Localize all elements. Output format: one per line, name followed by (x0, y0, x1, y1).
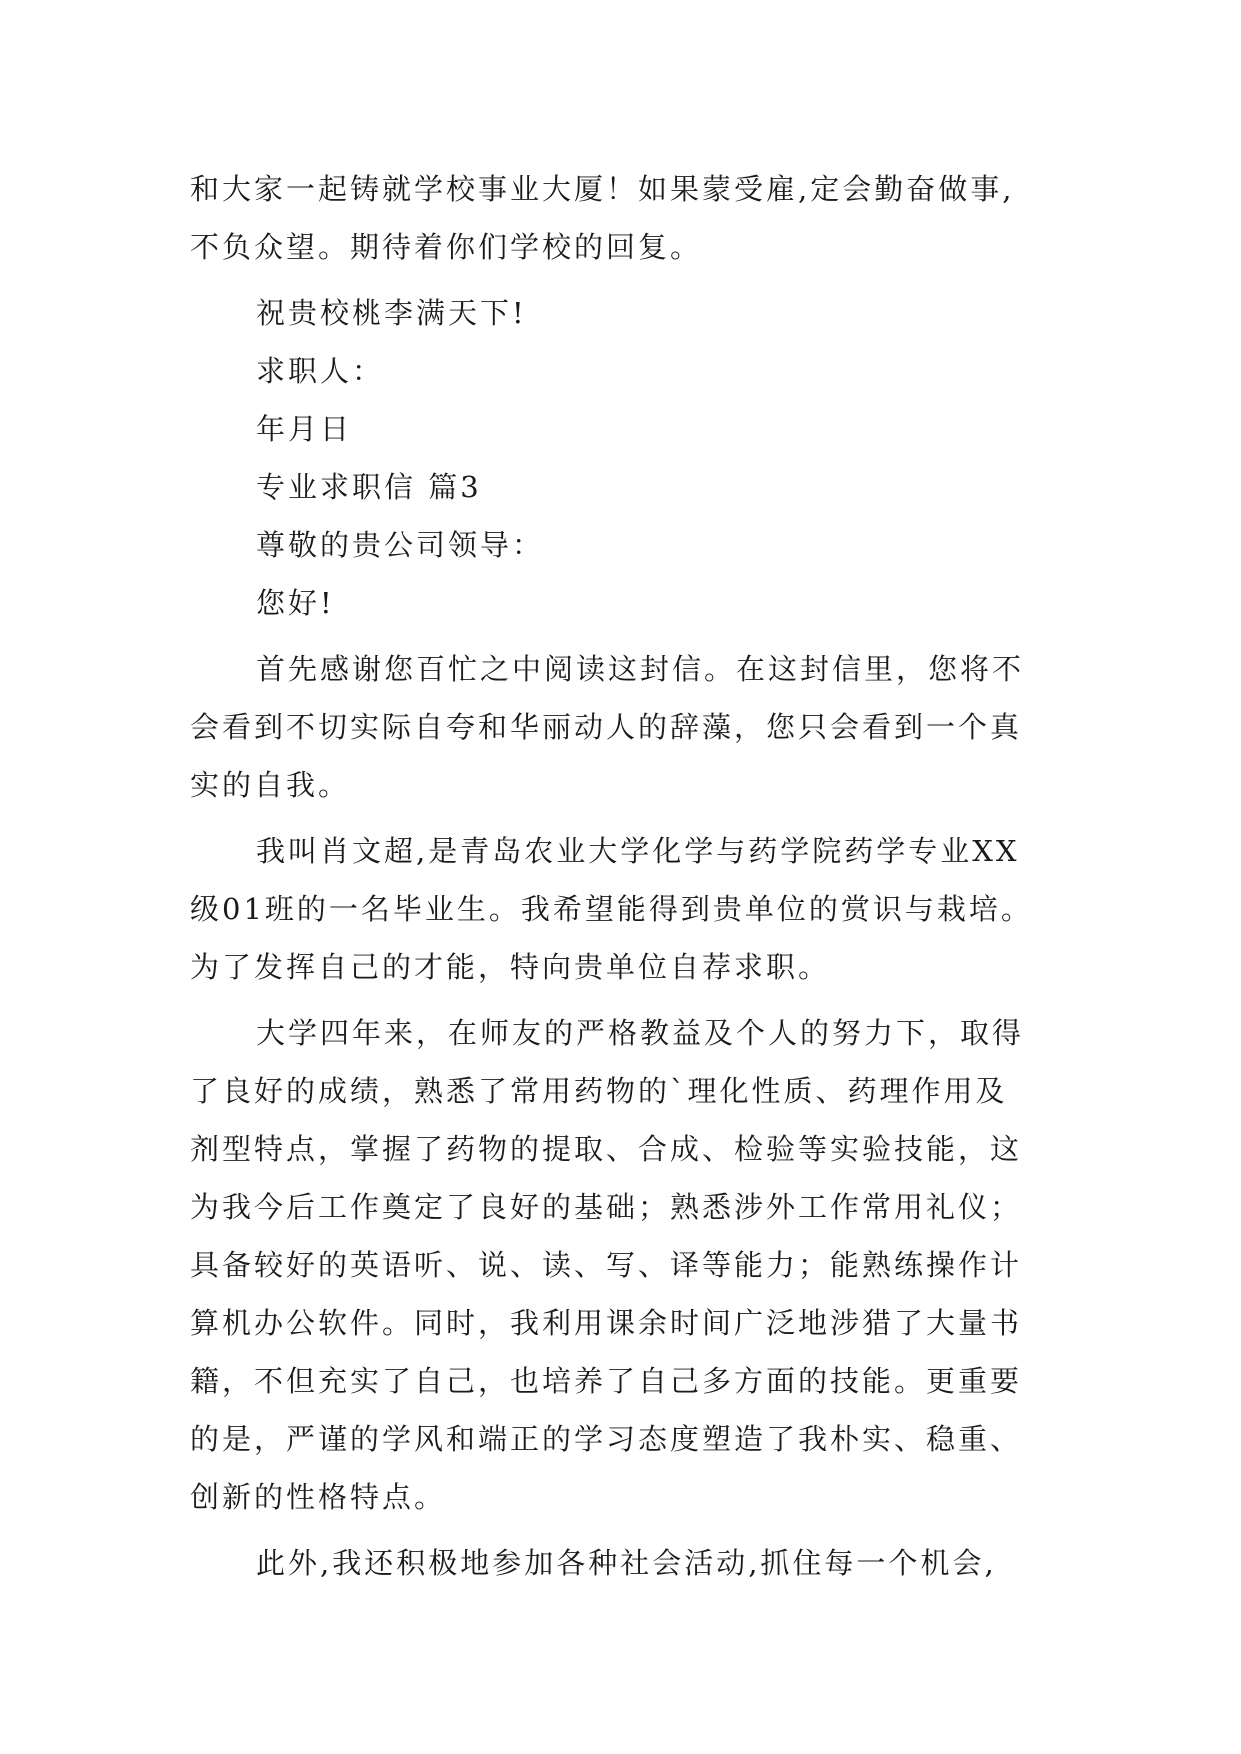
applicant-signature-label: 求职人： (256, 354, 385, 388)
paragraph-line: 首先感谢您百忙之中阅读这封信。在这封信里，您将不 (256, 652, 1025, 686)
paragraph-line: 不负众望。期待着你们学校的回复。 (190, 230, 703, 264)
paragraph-line: 我叫肖文超,是青岛农业大学化学与药学院药学专业XX (256, 834, 1020, 868)
paragraph-line: 为我今后工作奠定了良好的基础；熟悉涉外工作常用礼仪； (190, 1190, 1023, 1224)
date-line: 年月日 (256, 412, 353, 446)
paragraph-line: 级01班的一名毕业生。我希望能得到贵单位的赏识与栽培。 (190, 892, 1033, 926)
paragraph-line: 了良好的成绩，熟悉了常用药物的`理化性质、药理作用及 (190, 1074, 1008, 1108)
greeting: 您好! (256, 586, 335, 620)
paragraph-line: 剂型特点，掌握了药物的提取、合成、检验等实验技能，这 (190, 1132, 1023, 1166)
letter-body (190, 160, 1090, 1592)
paragraph-line: 具备较好的英语听、说、读、写、译等能力；能熟练操作计 (190, 1248, 1023, 1282)
paragraph-line: 大学四年来，在师友的严格教益及个人的努力下，取得 (256, 1016, 1025, 1050)
paragraph-line: 实的自我。 (190, 768, 351, 802)
section-heading: 专业求职信 篇3 (256, 470, 482, 504)
paragraph-line: 的是，严谨的学风和端正的学习态度塑造了我朴实、稳重、 (190, 1422, 1023, 1456)
paragraph-line: 此外,我还积极地参加各种社会活动,抓住每一个机会, (256, 1546, 997, 1580)
paragraph-line: 会看到不切实际自夸和华丽动人的辞藻，您只会看到一个真 (190, 710, 1023, 744)
paragraph-line: 创新的性格特点。 (190, 1480, 447, 1514)
paragraph-line: 为了发挥自己的才能，特向贵单位自荐求职。 (190, 950, 831, 984)
paragraph-line: 算机办公软件。同时，我利用课余时间广泛地涉猎了大量书 (190, 1306, 1023, 1340)
paragraph-line: 和大家一起铸就学校事业大厦！如果蒙受雇,定会勤奋做事, (190, 172, 1015, 206)
salutation: 尊敬的贵公司领导： (256, 528, 545, 562)
closing-wish: 祝贵校桃李满天下! (256, 296, 527, 330)
paragraph-line: 籍，不但充实了自己，也培养了自己多方面的技能。更重要 (190, 1364, 1023, 1398)
